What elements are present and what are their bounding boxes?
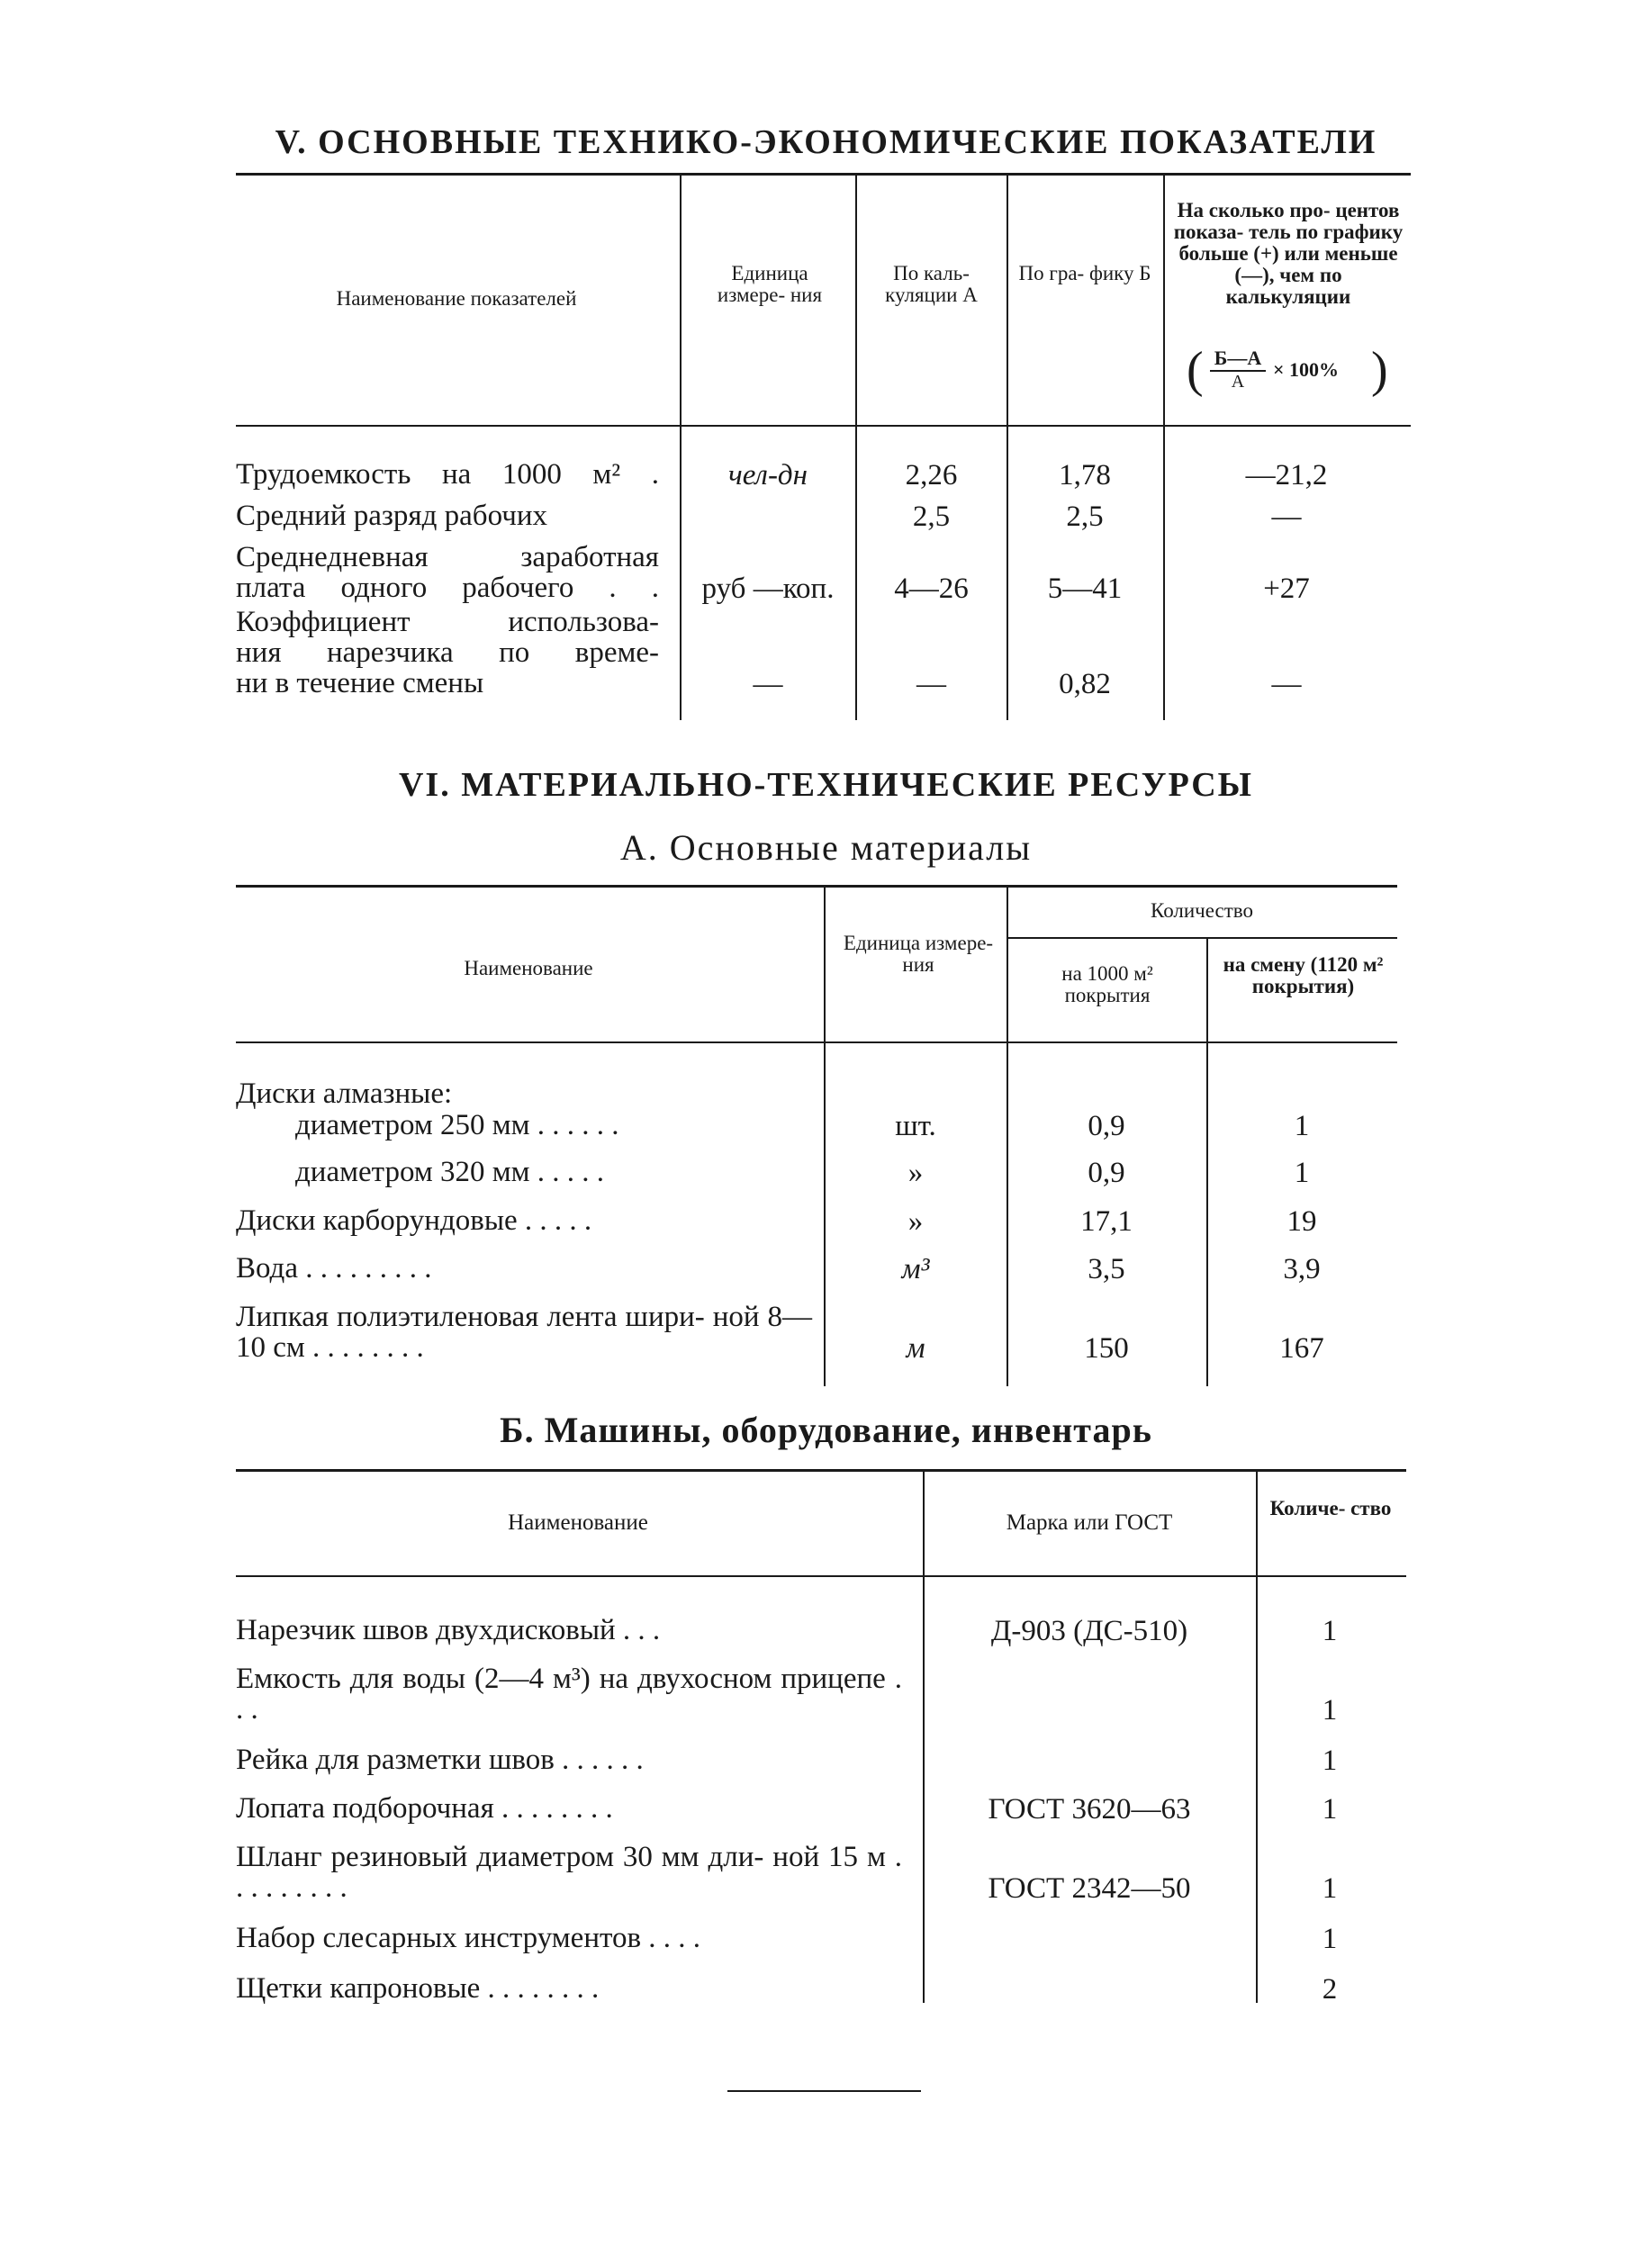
material-group-label: Диски алмазные: <box>236 1077 453 1110</box>
row-name-line: Среднедневная заработная <box>236 541 659 573</box>
machine-name: Набор слесарных инструментов . . . . <box>236 1922 701 1954</box>
material-qty-1000: 0,9 <box>1088 1157 1125 1189</box>
header-name: Наименование показателей <box>336 287 577 310</box>
machine-qty: 1 <box>1322 1793 1338 1826</box>
machine-brand: ГОСТ 2342—50 <box>988 1872 1191 1905</box>
material-unit: шт. <box>895 1110 936 1142</box>
formula-tail: × 100% <box>1273 358 1340 381</box>
material-name: диаметром 250 мм . . . . . . <box>295 1109 619 1141</box>
material-qty-1000: 0,9 <box>1088 1110 1125 1142</box>
machine-name: Рейка для разметки швов . . . . . . <box>236 1744 644 1776</box>
end-divider <box>727 2090 921 2092</box>
machines-title: Б. Машины, оборудование, инвентарь <box>500 1410 1152 1450</box>
row-calc: 4—26 <box>894 573 969 605</box>
row-calc: 2,26 <box>905 459 958 491</box>
material-unit: » <box>907 1205 924 1238</box>
header-percent: На сколько про- центов показа- тель по графику больше (+) или меньше (—), чем по калькуляции <box>1173 199 1404 308</box>
header-name: Наименование <box>508 1510 648 1535</box>
formula-right-paren: ) <box>1371 342 1388 398</box>
row-percent: — <box>1271 500 1302 533</box>
machine-brand: ГОСТ 3620—63 <box>988 1793 1191 1826</box>
material-qty-shift: 19 <box>1286 1205 1317 1238</box>
row-name: Трудоемкость на 1000 м² . <box>236 458 659 491</box>
machine-qty: 1 <box>1322 1745 1338 1777</box>
column-divider <box>1007 176 1008 720</box>
row-name-line: плата одного рабочего . . <box>236 572 659 604</box>
row-percent: —21,2 <box>1245 459 1328 491</box>
header-shift: на смену (1120 м² покрытия) <box>1223 953 1384 997</box>
material-name: Вода . . . . . . . . . <box>236 1252 432 1285</box>
header-qty: Количество <box>1151 899 1253 922</box>
material-unit: м³ <box>901 1253 930 1285</box>
percent-formula <box>1187 342 1394 399</box>
machine-name: Шланг резиновый диаметром 30 мм дли- ной 15 м . . . . . . . . . <box>236 1841 902 1904</box>
row-unit: — <box>753 668 783 700</box>
row-name-line: Коэффициент использова- <box>236 606 659 638</box>
qty-header-rule <box>1007 937 1397 939</box>
machine-brand: Д-903 (ДС-510) <box>990 1615 1188 1647</box>
table-top-rule <box>236 1469 1406 1472</box>
column-divider <box>1163 176 1165 720</box>
table-top-rule <box>236 885 1397 888</box>
material-qty-shift: 3,9 <box>1283 1253 1321 1285</box>
column-divider <box>855 176 857 720</box>
row-name-line: ния нарезчика по време- <box>236 636 659 669</box>
row-unit: чел-дн <box>727 459 808 491</box>
material-name: Диски карборундовые . . . . . <box>236 1204 592 1237</box>
row-unit: руб —коп. <box>701 573 835 605</box>
formula-numerator: Б—А <box>1210 347 1266 372</box>
material-qty-shift: 1 <box>1294 1157 1310 1189</box>
machine-qty: 1 <box>1322 1615 1338 1647</box>
header-unit: Единица измере- ния <box>843 932 994 976</box>
row-percent: +27 <box>1263 573 1310 605</box>
machine-qty: 1 <box>1322 1923 1338 1955</box>
header-name: Наименование <box>464 957 593 979</box>
material-qty-1000: 150 <box>1084 1332 1129 1365</box>
row-calc: 2,5 <box>912 500 951 533</box>
row-name-line: ни в течение смены <box>236 667 484 699</box>
row-schedule: 1,78 <box>1059 459 1111 491</box>
column-divider <box>923 1472 925 2003</box>
formula-left-paren: ( <box>1187 342 1204 398</box>
machine-name: Лопата подборочная . . . . . . . . <box>236 1792 613 1825</box>
material-name: диаметром 320 мм . . . . . <box>295 1156 604 1188</box>
header-bottom-rule <box>236 1575 1406 1577</box>
section6-title: VI. МАТЕРИАЛЬНО-ТЕХНИЧЕСКИЕ РЕСУРСЫ <box>398 766 1253 804</box>
header-qty: Количе- ство <box>1269 1497 1392 1519</box>
formula-denominator: А <box>1231 372 1245 392</box>
header-bottom-rule <box>236 1041 1397 1043</box>
machine-qty: 1 <box>1322 1694 1338 1727</box>
row-name: Средний разряд рабочих <box>236 500 547 532</box>
material-qty-1000: 17,1 <box>1080 1205 1133 1238</box>
material-qty-shift: 1 <box>1294 1110 1310 1142</box>
material-qty-shift: 167 <box>1279 1332 1324 1365</box>
column-divider <box>680 176 682 720</box>
header-bottom-rule <box>236 425 1411 427</box>
material-qty-1000: 3,5 <box>1088 1253 1125 1285</box>
row-schedule: 0,82 <box>1059 668 1111 700</box>
machine-name: Щетки капроновые . . . . . . . . <box>236 1972 600 2005</box>
row-schedule: 5—41 <box>1047 573 1123 605</box>
material-name: Липкая полиэтиленовая лента шири- ной 8—10 см . . . . . . . . <box>236 1301 812 1364</box>
materials-title: А. Основные материалы <box>619 827 1033 868</box>
material-unit: » <box>907 1157 924 1189</box>
row-schedule: 2,5 <box>1066 500 1104 533</box>
machine-qty: 2 <box>1322 1973 1338 2006</box>
material-unit: м <box>906 1332 925 1365</box>
header-brand: Марка или ГОСТ <box>1006 1510 1173 1535</box>
header-schedule: По гра- фику Б <box>1018 262 1151 284</box>
machine-name: Нарезчик швов двухдисковый . . . <box>236 1614 661 1646</box>
header-calc: По каль- куляции А <box>885 262 978 306</box>
machine-qty: 1 <box>1322 1872 1338 1905</box>
row-percent: — <box>1271 668 1302 700</box>
header-unit: Единица измере- ния <box>717 262 823 306</box>
row-calc: — <box>916 668 946 700</box>
section5-title: V. ОСНОВНЫЕ ТЕХНИКО-ЭКОНОМИЧЕСКИЕ ПОКАЗАТЕЛИ <box>275 123 1377 161</box>
machine-name: Емкость для воды (2—4 м³) на двухосном прицепе . . . <box>236 1663 902 1726</box>
header-per1000: на 1000 м² покрытия <box>1061 962 1153 1006</box>
table-top-rule <box>236 173 1411 176</box>
